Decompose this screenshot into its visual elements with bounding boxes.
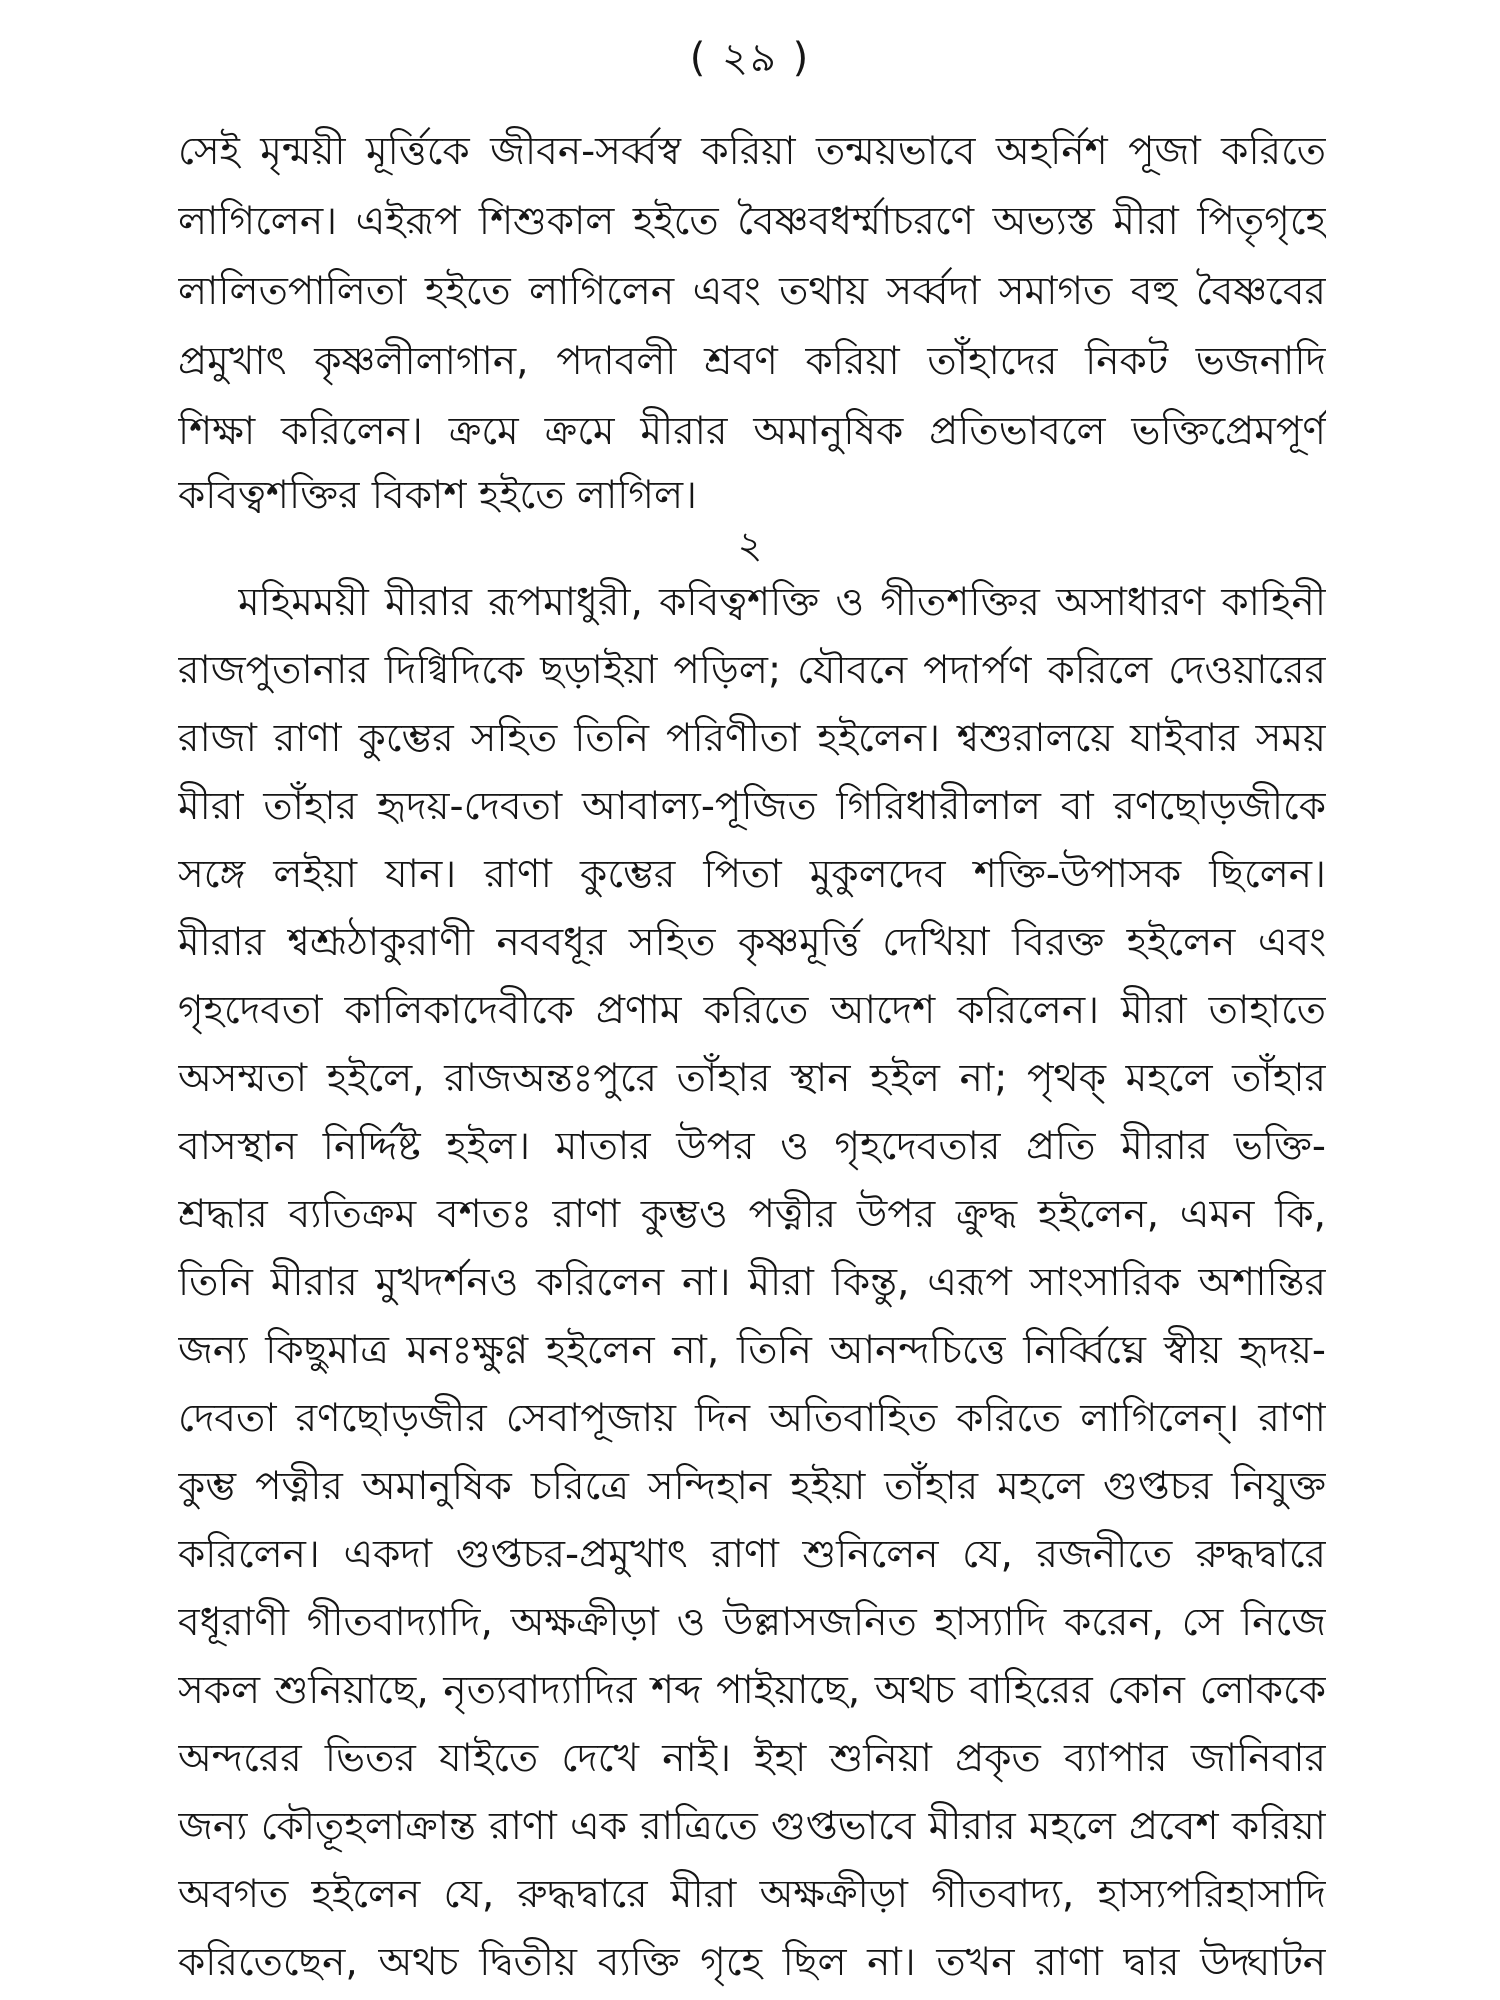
text-line: সকল শুনিয়াছে, নৃত্যবাদ্যাদির শব্দ পাইয়াছে, অথচ বাহিরের কোন লোককে	[178, 1668, 1326, 1713]
text-line: শিক্ষা করিলেন। ক্রমে ক্রমে মীরার অমানুষিক প্রতিভাবলে ভক্তিপ্রেমপূর্ণ	[178, 409, 1326, 454]
text-line: কুম্ভ পত্নীর অমানুষিক চরিত্রে সন্দিহান হইয়া তাঁহার মহলে গুপ্তচর নিযুক্ত	[178, 1464, 1326, 1509]
text-line: সঙ্গে লইয়া যান। রাণা কুম্ভের পিতা মুকুলদেব শক্তি-উপাসক ছিলেন।	[178, 852, 1326, 897]
text-line: করিতেছেন, অথচ দ্বিতীয় ব্যক্তি গৃহে ছিল না। তখন রাণা দ্বার উদ্ঘাটন	[178, 1940, 1326, 1985]
page-number: ( ২৯ )	[689, 35, 811, 81]
text-line: জন্য কিছুমাত্র মনঃক্ষুণ্ণ হইলেন না, তিনি আনন্দচিত্তে নির্ব্বিঘ্নে স্বীয় হৃদয়-	[178, 1328, 1326, 1373]
text-line: লালিতপালিতা হইতে লাগিলেন এবং তথায় সর্ব্বদা সমাগত বহু বৈষ্ণবের	[178, 269, 1326, 314]
text-line: অন্দরের ভিতর যাইতে দেখে নাই। ইহা শুনিয়া প্রকৃত ব্যাপার জানিবার	[178, 1736, 1326, 1781]
text-line: মীরার শ্বশ্রূঠাকুরাণী নববধূর সহিত কৃষ্ণমূর্ত্তি দেখিয়া বিরক্ত হইলেন এবং	[178, 920, 1326, 965]
text-line: করিলেন। একদা গুপ্তচর-প্রমুখাৎ রাণা শুনিলেন যে, রজনীতে রুদ্ধদ্বারে	[178, 1532, 1326, 1577]
text-line: অবগত হইলেন যে, রুদ্ধদ্বারে মীরা অক্ষক্রীড়া গীতবাদ্য, হাস্যপরিহাসাদি	[178, 1872, 1326, 1917]
text-line: সেই মৃন্ময়ী মূর্ত্তিকে জীবন-সর্ব্বস্ব করিয়া তন্ময়ভাবে অহর্নিশ পূজা করিতে	[178, 129, 1326, 174]
text-line: লাগিলেন। এইরূপ শিশুকাল হইতে বৈষ্ণবধর্ম্মাচরণে অভ্যস্ত মীরা পিতৃগৃহে	[178, 199, 1326, 244]
text-line: কবিত্বশক্তির বিকাশ হইতে লাগিল।	[178, 473, 697, 518]
text-line: মীরা তাঁহার হৃদয়-দেবতা আবাল্য-পূজিত গিরিধারীলাল বা রণছোড়জীকে	[178, 784, 1326, 829]
text-line: বাসস্থান নির্দ্দিষ্ট হইল। মাতার উপর ও গৃহদেবতার প্রতি মীরার ভক্তি-	[178, 1124, 1326, 1169]
text-line: রাজা রাণা কুম্ভের সহিত তিনি পরিণীতা হইলেন। শ্বশুরালয়ে যাইবার সময়	[178, 716, 1326, 761]
section-number: ২	[737, 523, 763, 567]
text-line: গৃহদেবতা কালিকাদেবীকে প্রণাম করিতে আদেশ করিলেন। মীরা তাহাতে	[178, 988, 1326, 1033]
text-line: দেবতা রণছোড়জীর সেবাপূজায় দিন অতিবাহিত করিতে লাগিলেন্। রাণা	[178, 1396, 1326, 1441]
text-line: প্রমুখাৎ কৃষ্ণলীলাগান, পদাবলী শ্রবণ করিয়া তাঁহাদের নিকট ভজনাদি	[178, 339, 1326, 384]
text-line: রাজপুতানার দিগ্বিদিকে ছড়াইয়া পড়িল; যৌবনে পদার্পণ করিলে দেওয়ারের	[178, 648, 1326, 693]
text-line: অসম্মতা হইলে, রাজঅন্তঃপুরে তাঁহার স্থান হইল না; পৃথক্ মহলে তাঁহার	[178, 1056, 1326, 1101]
text-line: তিনি মীরার মুখদর্শনও করিলেন না। মীরা কিন্তু, এরূপ সাংসারিক অশান্তির	[178, 1260, 1326, 1305]
text-line: বধূরাণী গীতবাদ্যাদি, অক্ষক্রীড়া ও উল্লাসজনিত হাস্যাদি করেন, সে নিজে	[178, 1600, 1326, 1645]
text-line: জন্য কৌতূহলাক্রান্ত রাণা এক রাত্রিতে গুপ্তভাবে মীরার মহলে প্রবেশ করিয়া	[178, 1804, 1326, 1849]
text-line: মহিমময়ী মীরার রূপমাধুরী, কবিত্বশক্তি ও গীতশক্তির অসাধারণ কাহিনী	[238, 580, 1326, 625]
text-line: শ্রদ্ধার ব্যতিক্রম বশতঃ রাণা কুম্ভও পত্নীর উপর ক্রুদ্ধ হইলেন, এমন কি,	[178, 1192, 1326, 1237]
